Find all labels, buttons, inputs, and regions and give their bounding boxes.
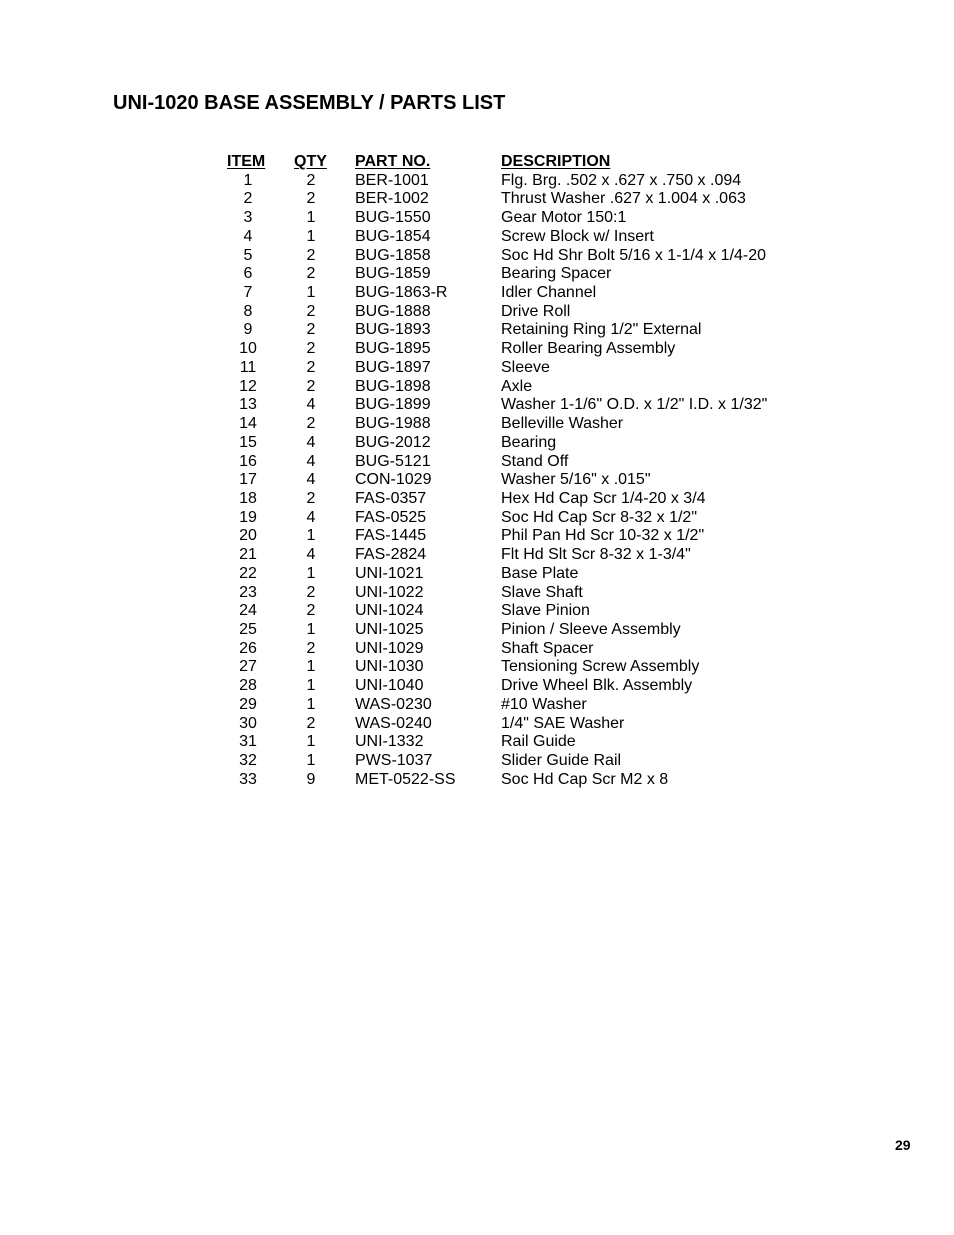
item-cell: 6: [243, 265, 253, 283]
qty-cell: 2: [306, 171, 316, 189]
part-no-cell: BUG-1859: [355, 265, 431, 283]
description-cell: Flt Hd Slt Scr 8-32 x 1-3/4": [501, 546, 691, 564]
part-no-cell: BUG-1988: [355, 415, 431, 433]
qty-cell: 1: [306, 527, 316, 545]
table-row: [0, 247, 954, 266]
part-no-cell: UNI-1024: [355, 602, 424, 620]
item-cell: 1: [243, 171, 253, 189]
page-number: 29: [895, 1137, 911, 1153]
qty-cell: 1: [306, 658, 316, 676]
part-no-cell: UNI-1332: [355, 733, 424, 751]
item-cell: 26: [239, 639, 257, 657]
qty-cell: 1: [306, 752, 316, 769]
item-cell: 10: [239, 340, 257, 358]
description-cell: Slave Pinion: [501, 602, 590, 620]
qty-cell: 1: [306, 695, 316, 713]
description-cell: Stand Off: [501, 452, 569, 470]
table-row: [0, 471, 954, 490]
item-cell: 11: [239, 358, 257, 376]
description-cell: Bearing Spacer: [501, 265, 612, 283]
qty-cell: 2: [306, 377, 316, 395]
description-cell: Base Plate: [501, 564, 579, 582]
table-row: [0, 696, 954, 715]
item-cell: 14: [239, 415, 257, 433]
qty-cell: 4: [306, 546, 316, 564]
item-cell: 27: [239, 658, 257, 676]
part-no-cell: UNI-1021: [355, 564, 424, 582]
description-cell: Shaft Spacer: [501, 639, 594, 657]
qty-cell: 2: [306, 489, 316, 507]
description-cell: Retaining Ring 1/2" External: [501, 321, 702, 339]
description-cell: Sleeve: [501, 358, 550, 376]
part-no-cell: BER-1002: [355, 190, 429, 208]
part-no-cell: BUG-1897: [355, 358, 431, 376]
part-no-cell: CON-1029: [355, 471, 432, 489]
part-no-cell: FAS-2824: [355, 546, 427, 564]
part-no-cell: BUG-1854: [355, 227, 431, 245]
description-cell: Phil Pan Hd Scr 10-32 x 1/2": [501, 527, 705, 545]
description-cell: Flg. Brg. .502 x .627 x .750 x .094: [501, 171, 742, 189]
table-row: [0, 453, 954, 472]
part-no-cell: MET-0522-SS: [355, 770, 456, 788]
item-cell: 4: [243, 227, 253, 245]
description-cell: Slave Shaft: [501, 583, 583, 601]
page-title: UNI-1020 BASE ASSEMBLY / PARTS LIST: [113, 92, 506, 114]
table-row: [0, 228, 954, 247]
part-no-cell: BUG-1898: [355, 377, 431, 395]
part-no-cell: BUG-1895: [355, 340, 431, 358]
part-no-cell: BUG-5121: [355, 452, 431, 470]
description-cell: Belleville Washer: [501, 415, 624, 433]
item-cell: 3: [243, 209, 253, 227]
table-row: [0, 303, 954, 322]
part-no-cell: BUG-1899: [355, 396, 431, 414]
table-row: [0, 621, 954, 640]
table-row: [0, 733, 954, 752]
description-cell: Washer 1-1/6" O.D. x 1/2" I.D. x 1/32": [501, 396, 768, 414]
item-cell: 31: [239, 733, 257, 751]
table-row: [0, 359, 954, 378]
table-row: [0, 415, 954, 434]
table-row: [0, 527, 954, 546]
part-no-cell: UNI-1025: [355, 620, 424, 638]
qty-cell: 2: [306, 602, 316, 620]
part-no-cell: BUG-1888: [355, 302, 431, 320]
description-cell: Bearing: [501, 433, 557, 451]
part-no-cell: UNI-1030: [355, 658, 424, 676]
table-row: [0, 490, 954, 509]
qty-cell: 4: [306, 471, 316, 489]
description-cell: Drive Wheel Blk. Assembly: [501, 677, 693, 695]
table-body: [0, 172, 954, 790]
description-cell: Soc Hd Cap Scr M2 x 8: [501, 770, 669, 788]
part-no-cell: WAS-0230: [355, 695, 432, 713]
description-cell: Soc Hd Cap Scr 8-32 x 1/2": [501, 508, 697, 526]
qty-cell: 1: [306, 733, 316, 751]
table-row: [0, 771, 954, 790]
part-no-cell: UNI-1029: [355, 639, 424, 657]
column-header-part-no: PART NO.: [355, 153, 431, 170]
qty-cell: 2: [306, 265, 316, 283]
qty-cell: 2: [306, 246, 316, 264]
column-header-item: ITEM: [227, 153, 266, 170]
item-cell: 7: [243, 284, 253, 302]
table-row: [0, 396, 954, 415]
item-cell: 18: [239, 489, 257, 507]
column-header-description: DESCRIPTION: [501, 153, 611, 170]
part-no-cell: BUG-1858: [355, 246, 431, 264]
table-header-row: [0, 153, 954, 172]
column-header-qty: QTY: [294, 153, 327, 170]
qty-cell: 2: [306, 340, 316, 358]
table-row: [0, 190, 954, 209]
qty-cell: 2: [306, 321, 316, 339]
description-cell: 1/4" SAE Washer: [501, 714, 625, 732]
part-no-cell: BUG-2012: [355, 433, 431, 451]
qty-cell: 2: [306, 415, 316, 433]
table-row: [0, 321, 954, 340]
qty-cell: 2: [306, 714, 316, 732]
table-row: [0, 434, 954, 453]
qty-cell: 4: [306, 508, 316, 526]
table-row: [0, 265, 954, 284]
description-cell: Washer 5/16" x .015": [501, 471, 651, 489]
item-cell: 15: [239, 433, 257, 451]
part-no-cell: FAS-0357: [355, 489, 427, 507]
part-no-cell: PWS-1037: [355, 752, 433, 769]
qty-cell: 2: [306, 358, 316, 376]
qty-cell: 4: [306, 433, 316, 451]
description-cell: Pinion / Sleeve Assembly: [501, 620, 681, 638]
qty-cell: 1: [306, 677, 316, 695]
part-no-cell: FAS-0525: [355, 508, 427, 526]
item-cell: 32: [239, 752, 257, 769]
description-cell: Screw Block w/ Insert: [501, 227, 654, 245]
table-row: [0, 677, 954, 696]
item-cell: 25: [239, 620, 257, 638]
description-cell: Drive Roll: [501, 302, 571, 320]
qty-cell: 2: [306, 583, 316, 601]
description-cell: Roller Bearing Assembly: [501, 340, 676, 358]
description-cell: Gear Motor 150:1: [501, 209, 627, 227]
qty-cell: 2: [306, 190, 316, 208]
qty-cell: 9: [306, 770, 316, 788]
part-no-cell: UNI-1040: [355, 677, 424, 695]
item-cell: 22: [239, 564, 257, 582]
item-cell: 23: [239, 583, 257, 601]
qty-cell: 1: [306, 284, 316, 302]
item-cell: 24: [239, 602, 257, 620]
item-cell: 29: [239, 695, 257, 713]
table-row: [0, 715, 954, 734]
item-cell: 33: [239, 770, 257, 788]
table-row: [0, 284, 954, 303]
qty-cell: 1: [306, 564, 316, 582]
part-no-cell: BUG-1863-R: [355, 284, 448, 302]
item-cell: 28: [239, 677, 257, 695]
item-cell: 30: [239, 714, 257, 732]
item-cell: 5: [243, 246, 253, 264]
item-cell: 8: [243, 302, 253, 320]
qty-cell: 1: [306, 620, 316, 638]
item-cell: 20: [239, 527, 257, 545]
table-row: [0, 509, 954, 528]
part-no-cell: UNI-1022: [355, 583, 424, 601]
table-row: [0, 752, 954, 771]
part-no-cell: BER-1001: [355, 171, 429, 189]
description-cell: Axle: [501, 377, 533, 395]
part-no-cell: BUG-1893: [355, 321, 431, 339]
description-cell: Tensioning Screw Assembly: [501, 658, 700, 676]
table-row: [0, 584, 954, 603]
description-cell: Thrust Washer .627 x 1.004 x .063: [501, 190, 746, 208]
table-row: [0, 340, 954, 359]
qty-cell: 1: [306, 209, 316, 227]
item-cell: 21: [239, 546, 257, 564]
table-row: [0, 209, 954, 228]
table-row: [0, 378, 954, 397]
part-no-cell: BUG-1550: [355, 209, 431, 227]
item-cell: 9: [243, 321, 253, 339]
table-row: [0, 172, 954, 191]
part-no-cell: WAS-0240: [355, 714, 432, 732]
qty-cell: 4: [306, 452, 316, 470]
item-cell: 16: [239, 452, 257, 470]
description-cell: Hex Hd Cap Scr 1/4-20 x 3/4: [501, 489, 706, 507]
table-row: [0, 546, 954, 565]
description-cell: Rail Guide: [501, 733, 576, 751]
description-cell: #10 Washer: [501, 695, 587, 713]
table-row: [0, 640, 954, 659]
qty-cell: 1: [306, 227, 316, 245]
description-cell: Soc Hd Shr Bolt 5/16 x 1-1/4 x 1/4-20: [501, 246, 767, 264]
description-cell: Slider Guide Rail: [501, 752, 622, 769]
table-row: [0, 602, 954, 621]
qty-cell: 2: [306, 639, 316, 657]
part-no-cell: FAS-1445: [355, 527, 427, 545]
item-cell: 13: [239, 396, 257, 414]
item-cell: 19: [239, 508, 257, 526]
table-row: [0, 658, 954, 677]
item-cell: 12: [239, 377, 257, 395]
qty-cell: 4: [306, 396, 316, 414]
description-cell: Idler Channel: [501, 284, 597, 302]
table-row: [0, 565, 954, 584]
qty-cell: 2: [306, 302, 316, 320]
parts-list-table: [0, 153, 954, 789]
item-cell: 2: [243, 190, 253, 208]
item-cell: 17: [239, 471, 257, 489]
